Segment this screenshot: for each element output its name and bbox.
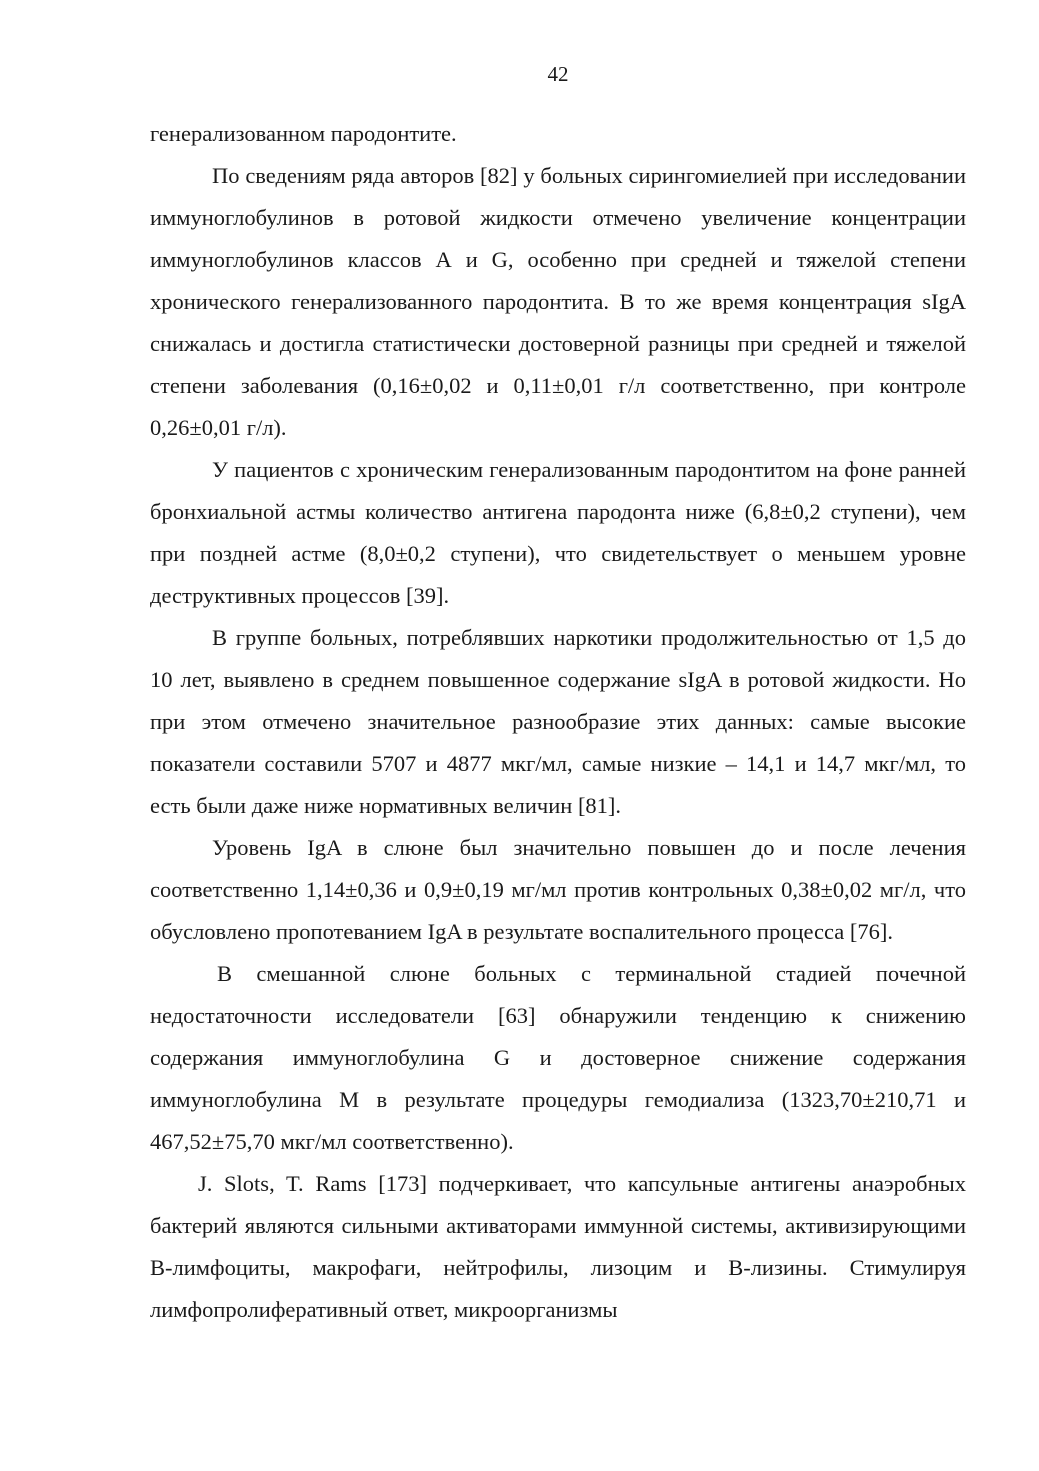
paragraph-syringomyelia: По сведениям ряда авторов [82] у больных сирингомиелией при исследовании иммуноглобулинов в ротовой жидкости отмечено увеличение концентрации иммуноглобулинов классов А и G, особенно при средней и тяжелой степени хронического генерализованного пародонтита. В то же время концентрация sIgA снижалась и достигла статистически достоверной разницы при средней и тяжелой степени заболевания (0,16±0,02 и 0,11±0,01 г/л соответственно, при контроле 0,26±0,01 г/л).	[150, 163, 966, 440]
paragraph-continuation: генерализованном пародонтите.	[150, 121, 457, 146]
body-text	[150, 113, 966, 1331]
paragraph-iga-saliva: Уровень IgA в слюне был значительно повышен до и после лечения соответственно 1,14±0,36 и 0,9±0,19 мг/мл против контрольных 0,38±0,02 мг/л, что обусловлено пропотеванием IgA в результате воспалительного процесса [76].	[150, 835, 966, 944]
paragraph-narcotics: В группе больных, потреблявших наркотики продолжительностью от 1,5 до 10 лет, выявлено в среднем повышенное содержание sIgA в ротовой жидкости. Но при этом отмечено значительное разнообразие этих данных: самые высокие показатели составили 5707 и 4877 мкг/мл, самые низкие – 14,1 и 14,7 мкг/мл, то есть были даже ниже нормативных величин [81].	[150, 625, 966, 818]
paragraph-bronchial-asthma: У пациентов с хроническим генерализованным пародонтитом на фоне ранней бронхиальной астмы количество антигена пародонта ниже (6,8±0,2 ступени), чем при поздней астме (8,0±0,2 ступени), что свидетельствует о меньшем уровне деструктивных процессов [39].	[150, 457, 966, 608]
paragraph-renal-failure: В смешанной слюне больных с терминальной стадией почечной недостаточности исследователи [63] обнаружили тенденцию к снижению содержания иммуноглобулина G и достоверное снижение содержания иммуноглобулина М в результате процедуры гемодиализа (1323,70±210,71 и 467,52±75,70 мкг/мл соответственно).	[150, 961, 966, 1154]
paragraph-slots-rams: J. Slots, T. Rams [173] подчеркивает, что капсульные антигены анаэробных бактерий являются сильными активаторами иммунной системы, активизирующими В-лимфоциты, макрофаги, нейтрофилы, лизоцим и В-лизины. Стимулируя лимфопролиферативный ответ, микроорганизмы	[150, 1171, 966, 1322]
page-number: 42	[547, 62, 569, 86]
